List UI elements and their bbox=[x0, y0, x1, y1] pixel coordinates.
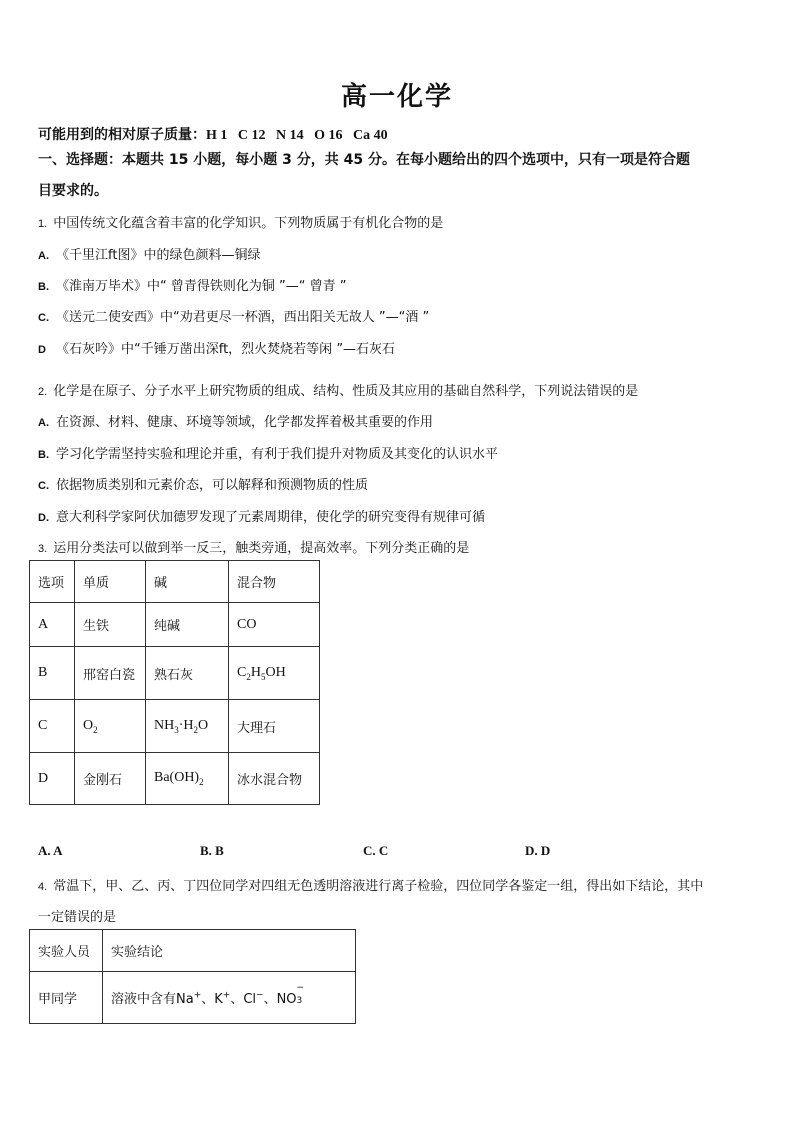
option-text: 《千里江ft图》中的绿色颜料—铜绿 bbox=[56, 248, 261, 263]
conclusion-text: 、NO bbox=[263, 992, 297, 1007]
table-cell: 金刚石 bbox=[75, 753, 146, 805]
table-cell: CO bbox=[229, 603, 320, 647]
table-header-row bbox=[30, 561, 320, 603]
table-header-cell: 单质 bbox=[75, 561, 146, 603]
question-2-stem bbox=[38, 380, 638, 399]
conclusion-text: 、Cl bbox=[230, 992, 257, 1007]
table-header-cell: 实验结论 bbox=[103, 930, 356, 972]
question-2-option-a bbox=[38, 411, 433, 430]
option-text: 《送元二使安西》中“劝君更尽一杯酒，西出阳关无故人 ”—“酒 ” bbox=[56, 310, 430, 325]
formula-nh3-h2o bbox=[146, 700, 229, 753]
option-label: D. bbox=[38, 512, 49, 524]
table-header-row bbox=[30, 930, 356, 972]
atomic-mass-label: 可能用到的相对原子质量： bbox=[38, 127, 206, 143]
question-number: 4. bbox=[38, 881, 48, 893]
option-text: 《石灰吟》中“千锤万凿出深ft，烈火焚烧若等闲 ”—石灰石 bbox=[56, 342, 396, 357]
question-number: 2. bbox=[38, 386, 48, 398]
conclusion-text: 溶液中含有Na bbox=[111, 992, 194, 1007]
formula-part: OH bbox=[265, 664, 286, 680]
table-row bbox=[30, 753, 320, 805]
table-cell-conclusion bbox=[103, 972, 356, 1024]
nitrate-charge-stack bbox=[296, 983, 305, 1006]
question-1-stem bbox=[38, 212, 443, 231]
option-label: B. bbox=[38, 281, 49, 293]
option-label: C. bbox=[38, 480, 49, 492]
classification-table bbox=[29, 560, 320, 805]
question-2-option-d bbox=[38, 506, 485, 525]
charge-superscript: + bbox=[222, 990, 231, 1001]
table-row bbox=[30, 972, 356, 1024]
option-label: A. bbox=[38, 417, 49, 429]
question-text: 化学是在原子、分子水平上研究物质的组成、结构、性质及其应用的基础自然科学，下列说法错误的是 bbox=[53, 384, 639, 399]
formula-subscript: 3 bbox=[174, 724, 179, 735]
formula-subscript: 5 bbox=[260, 671, 266, 682]
table-cell: A bbox=[30, 603, 75, 647]
formula-part: Ba(OH) bbox=[154, 770, 200, 786]
formula-part: O bbox=[83, 717, 94, 733]
charge-superscript: − bbox=[296, 983, 305, 993]
answer-choice-c: C. C bbox=[363, 843, 389, 858]
table-cell: 熟石灰 bbox=[146, 647, 229, 700]
table-cell: 生铁 bbox=[75, 603, 146, 647]
table-cell: 冰水混合物 bbox=[229, 753, 320, 805]
question-2-option-c bbox=[38, 474, 368, 493]
question-text: 中国传统文化蕴含着丰富的化学知识。下列物质属于有机化合物的是 bbox=[53, 216, 444, 231]
question-2-option-b bbox=[38, 443, 498, 462]
formula-part: O bbox=[198, 717, 209, 733]
formula-subscript: 2 bbox=[199, 776, 204, 787]
option-text: 在资源、材料、健康、环境等领域，化学都发挥着极其重要的作用 bbox=[56, 415, 434, 430]
formula-part: NH bbox=[154, 717, 175, 733]
option-label: B. bbox=[38, 449, 49, 461]
formula-subscript: 2 bbox=[246, 671, 251, 682]
option-text: 学习化学需坚持实验和理论并重，有利于我们提升对物质及其变化的认识水平 bbox=[56, 447, 499, 462]
formula-part: ·H bbox=[178, 717, 194, 733]
answer-choice-a: A. A bbox=[38, 843, 63, 858]
experiment-table bbox=[29, 929, 356, 1024]
formula-part: H bbox=[250, 664, 261, 680]
question-3-stem bbox=[38, 537, 469, 556]
atomic-mass-values: H 1 C 12 N 14 O 16 Ca 40 bbox=[206, 128, 388, 143]
formula-o2 bbox=[75, 700, 146, 753]
formula-subscript: 2 bbox=[193, 724, 199, 735]
formula-part: C bbox=[237, 664, 247, 680]
question-4-stem-line2: 一定错误的是 bbox=[38, 910, 117, 925]
formula-c2h5oh bbox=[229, 647, 320, 700]
question-1-option-d bbox=[38, 338, 395, 357]
table-cell: B bbox=[30, 647, 75, 700]
question-text: 常温下，甲、乙、丙、丁四位同学对四组无色透明溶液进行离子检验，四位同学各鉴定一组，得出如下结论，其中 bbox=[53, 879, 704, 894]
formula-ba-oh-2 bbox=[146, 753, 229, 805]
option-label: C. bbox=[38, 312, 49, 324]
question-text: 运用分类法可以做到举一反三，触类旁通，提高效率。下列分类正确的是 bbox=[53, 541, 470, 556]
table-row bbox=[30, 603, 320, 647]
table-cell: 大理石 bbox=[229, 700, 320, 753]
section-instructions-line1: 一、选择题：本题共 15 小题，每小题 3 分，共 45 分。在每小题给出的四个选项中，只有一项是符合题 bbox=[38, 152, 690, 168]
question-1-option-a bbox=[38, 244, 260, 263]
table-cell: 纯碱 bbox=[146, 603, 229, 647]
table-header-cell: 混合物 bbox=[229, 561, 320, 603]
question-1-option-c bbox=[38, 306, 429, 325]
table-cell: 甲同学 bbox=[30, 972, 103, 1024]
table-cell: C bbox=[30, 700, 75, 753]
option-text: 意大利科学家阿伏加德罗发现了元素周期律，使化学的研究变得有规律可循 bbox=[56, 510, 486, 525]
option-text: 《淮南万毕术》中“ 曾青得铁则化为铜 ”—“ 曾青 ” bbox=[56, 279, 347, 294]
answer-choice-b: B. B bbox=[200, 843, 224, 858]
table-cell: D bbox=[30, 753, 75, 805]
charge-superscript: + bbox=[193, 990, 202, 1001]
table-header-cell: 实验人员 bbox=[30, 930, 103, 972]
table-row bbox=[30, 647, 320, 700]
section-instructions-line2: 目要求的。 bbox=[38, 183, 108, 199]
atomic-mass-line bbox=[38, 124, 388, 144]
conclusion-text: 、K bbox=[201, 992, 223, 1007]
table-header-cell: 选项 bbox=[30, 561, 75, 603]
table-cell: 邢窑白瓷 bbox=[75, 647, 146, 700]
table-row bbox=[30, 700, 320, 753]
page-title: 高一化学 bbox=[340, 82, 453, 112]
question-number: 1. bbox=[38, 218, 48, 230]
question-1-option-b bbox=[38, 275, 346, 294]
option-label: A. bbox=[38, 250, 49, 262]
option-text: 依据物质类别和元素价态，可以解释和预测物质的性质 bbox=[56, 478, 369, 493]
question-4-stem-line1 bbox=[38, 875, 703, 894]
charge-superscript: − bbox=[256, 990, 264, 1001]
answer-choice-d: D. D bbox=[525, 843, 551, 858]
formula-subscript: 3 bbox=[296, 996, 303, 1006]
question-number: 3. bbox=[38, 543, 48, 555]
table-header-cell: 碱 bbox=[146, 561, 229, 603]
option-label: D bbox=[38, 344, 46, 356]
formula-subscript: 2 bbox=[93, 724, 98, 735]
